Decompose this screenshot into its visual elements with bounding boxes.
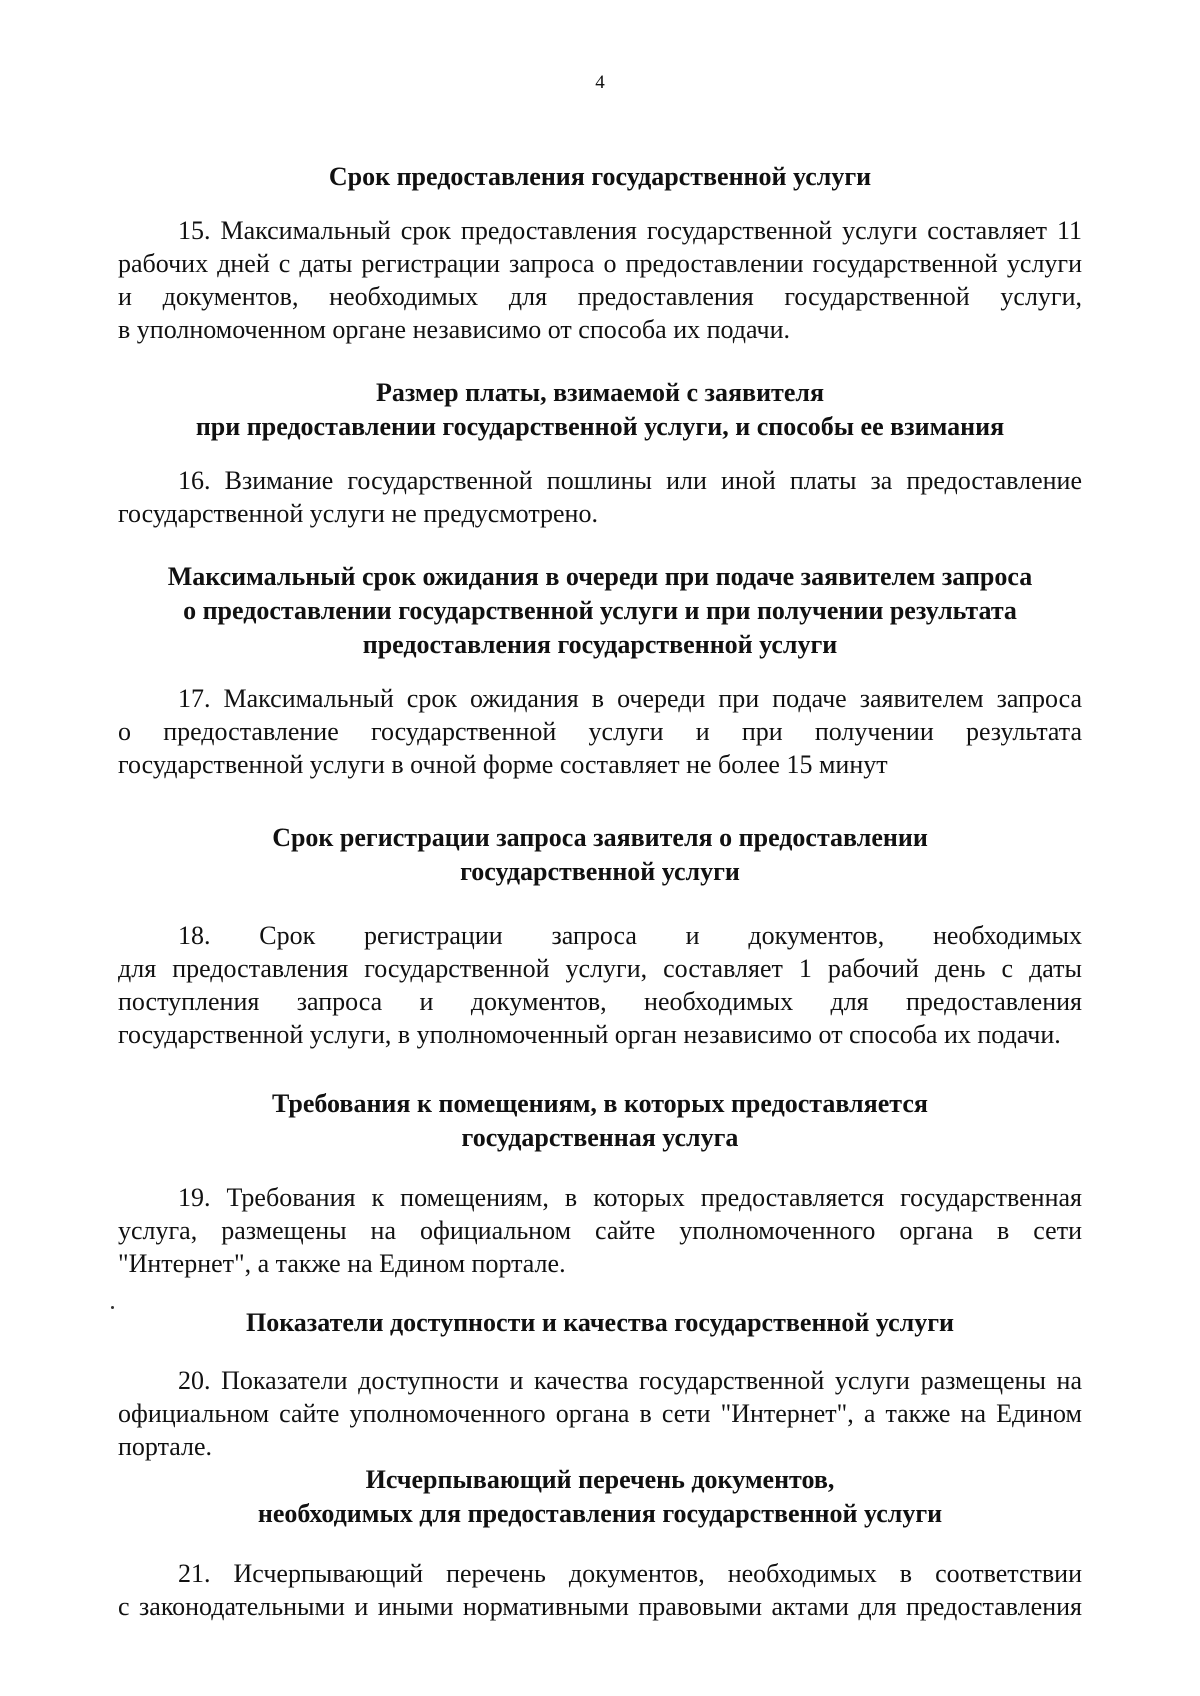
section-documents (118, 1463, 1082, 1623)
heading-line: необходимых для предоставления государственной услуги (257, 1499, 943, 1528)
section-quality (118, 1306, 1082, 1463)
paragraph-line: официальном сайте уполномоченного органа в сети "Интернет", а также на Едином (118, 1399, 1082, 1428)
paragraph-line: 18. Срок регистрации запроса и документов, необходимых (178, 921, 1082, 950)
heading-line: Максимальный срок ожидания в очереди при подаче заявителем запроса (167, 562, 1033, 591)
paragraph-line: 15. Максимальный срок предоставления государственной услуги составляет 11 (178, 216, 1082, 245)
heading-line: Срок предоставления государственной услуги (328, 162, 872, 191)
heading-line: Показатели доступности и качества государственной услуги (245, 1308, 955, 1337)
heading-line: Срок регистрации запроса заявителя о предоставлении (272, 823, 928, 852)
section-queue (118, 560, 1082, 781)
section-heading (118, 1463, 1082, 1531)
heading-line: при предоставлении государственной услуги, и способы ее взимания (195, 412, 1005, 441)
paragraph-17 (118, 682, 1082, 781)
heading-line: о предоставлении государственной услуги и при получении результата (183, 596, 1017, 625)
paragraph-21 (118, 1557, 1082, 1623)
section-heading (118, 160, 1082, 194)
section-heading (118, 1306, 1082, 1340)
paragraph-line: с законодательными и иными нормативными правовыми актами для предоставления (118, 1592, 1082, 1621)
paragraph-16 (118, 464, 1082, 530)
paragraph-19 (118, 1181, 1082, 1280)
paragraph-20 (118, 1364, 1082, 1463)
paragraph-line: портале. (118, 1432, 213, 1461)
section-heading (118, 1087, 1082, 1155)
section-fee (118, 376, 1082, 530)
document-body (118, 160, 1082, 1623)
paragraph-line: в уполномоченном органе независимо от способа их подачи. (118, 315, 790, 344)
heading-line: Исчерпывающий перечень документов, (365, 1465, 835, 1494)
paragraph-line: рабочих дней с даты регистрации запроса о предоставлении государственной услуги (118, 249, 1082, 278)
paragraph-line: 19. Требования к помещениям, в которых предоставляется государственная (178, 1183, 1082, 1212)
paragraph-line: для предоставления государственной услуги, составляет 1 рабочий день с даты (118, 954, 1082, 983)
paragraph-15 (118, 214, 1082, 346)
heading-line: предоставления государственной услуги (362, 630, 838, 659)
heading-line: государственной услуги (460, 857, 740, 886)
scan-speck (111, 1306, 114, 1309)
section-heading (118, 821, 1082, 889)
paragraph-line: "Интернет", а также на Едином портале. (118, 1249, 566, 1278)
paragraph-line: 17. Максимальный срок ожидания в очереди при подаче заявителем запроса (178, 684, 1082, 713)
paragraph-line: о предоставление государственной услуги и при получении результата (118, 717, 1082, 746)
paragraph-line: 20. Показатели доступности и качества государственной услуги размещены на (178, 1366, 1082, 1395)
paragraph-line: государственной услуги в очной форме составляет не более 15 минут (118, 750, 888, 779)
section-heading (118, 376, 1082, 444)
section-heading (118, 560, 1082, 662)
paragraph-line: и документов, необходимых для предоставления государственной услуги, (118, 282, 1082, 311)
page-number: 4 (595, 72, 605, 93)
paragraph-line: государственной услуги не предусмотрено. (118, 499, 598, 528)
section-premises (118, 1087, 1082, 1280)
paragraph-line: 16. Взимание государственной пошлины или иной платы за предоставление (178, 466, 1082, 495)
paragraph-line: поступления запроса и документов, необходимых для предоставления (118, 987, 1082, 1016)
section-term (118, 160, 1082, 346)
section-registration (118, 821, 1082, 1051)
paragraph-line: услуга, размещены на официальном сайте уполномоченного органа в сети (118, 1216, 1082, 1245)
heading-line: Требования к помещениям, в которых предоставляется (272, 1089, 928, 1118)
heading-line: государственная услуга (461, 1123, 739, 1152)
heading-line: Размер платы, взимаемой с заявителя (375, 378, 825, 407)
paragraph-18 (118, 919, 1082, 1051)
paragraph-line: 21. Исчерпывающий перечень документов, необходимых в соответствии (178, 1559, 1082, 1588)
paragraph-line: государственной услуги, в уполномоченный орган независимо от способа их подачи. (118, 1020, 1061, 1049)
